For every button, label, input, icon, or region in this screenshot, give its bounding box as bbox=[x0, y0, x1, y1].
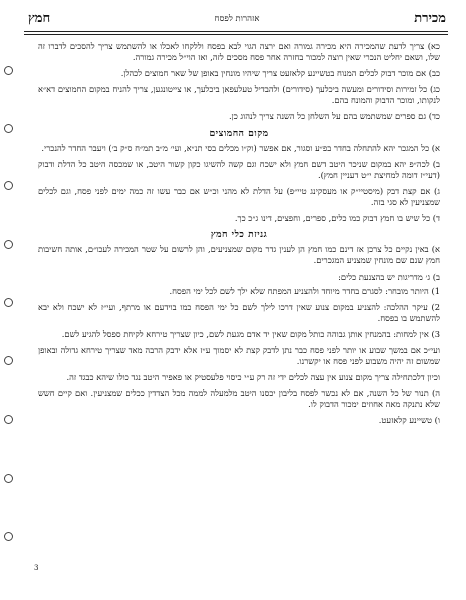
paragraph: ועי״כ אם במשך שבוע או יותר לפני פסח כבר נתן לדבק קצת לא יסמוך ע״ז אלא ידבק הרבה מאד שצריך טירחא גדולה ובאופן שמשום זה יהיה משבוע לפני פסח או יקשרנו. bbox=[38, 344, 440, 367]
paragraph: ג) אם קצת דבק (מיסטיי״ק או מעסקינג טיי״פ) על הדלת לא מהני וכ״ש אם כבר עשו זה כמה ימים לפני פסח, וגם לכלים שמצניעין לא סגי בזה. bbox=[38, 185, 440, 208]
paragraph: א) באין נקיים כל צרכן אז דינם כמו חמץ הן לענין גדר מקום שמצניעים, והן לרשום על שטר המכירה לעכו״ם, אותה חשיבות חמץ שנם שם מונחין שמצניע המגכרים. bbox=[38, 244, 440, 266]
paragraph: ו) טשיינע קלאזעט. bbox=[378, 415, 440, 426]
punch-hole bbox=[4, 240, 13, 249]
header-right-title: מכירת bbox=[414, 11, 446, 26]
section-title: גניזת כלי חמץ bbox=[210, 229, 268, 241]
punch-hole bbox=[4, 474, 13, 483]
paragraph: ה) תנור של כל השנה, אם לא נכשר לפסח בליבון יכסנו היטב מלמעלה לממה מכל הצדדין ככלים שמצניעין. ואם קיים חשש שלא נתנקה מאה אחוזים ימכור הדבוק לו. bbox=[38, 388, 440, 410]
list-item: 2) עיקר ההלכה: להצניע במקום צנוע שאין דרכו לילך לשם כל ימי הפסח כמו בוידעם או מרתף, ועי״ז לא ישכח ולא יבא להשתמש בו בפסח. bbox=[38, 301, 440, 323]
paragraph: א) כל המגכר יהא להתחלה בחדר בפ״ע וסגור, אם אפשר (וק״ו מכלים בסי תנ״א, ועי׳ מ״ב תמ״ח ס״ק ב׳) ויעבר החדר להנכרי. bbox=[41, 142, 440, 153]
paragraph: ד) כל שיש בו חמץ דבוק כמו כלים, ספרים, וחפצים, דינו ג״כ כך. bbox=[234, 213, 440, 224]
header-left-title: חמץ bbox=[28, 11, 51, 26]
list-item: 3) אין למחות: בהמנחין אותן גבוהה כותל מקום שאין יד אדם מגעת לשם, כיון שצריך טירחא לקיחת ספסל להגיע לשם. bbox=[61, 328, 440, 339]
section-title: מקום החמוצים bbox=[209, 127, 269, 139]
paragraph: כא) צריך לדעת שהמכירה היא מכירה גמורה ואם ירצה הגוי לבא בפסח וללקחו לאכלו או להשתמש צריך להסכים לדברו זה שלו, ושאם יחליט הנכרי שאין רוצה למכור בחזרה אחר פסח מסכים לזה, ואז הוי״ל מכירה גמורה. bbox=[38, 41, 440, 63]
list-item: 1) היותר מובחר: לסגרם בחדר מיוחד ולהצניע המפתח שלא ילך לשם לכל ימי הפסח. bbox=[169, 285, 440, 296]
punch-hole bbox=[4, 66, 13, 75]
punch-hole bbox=[4, 532, 13, 541]
page-header bbox=[28, 8, 446, 30]
paragraph: ב) לכה״פ יהא במקום שניכר היטב דשם חמץ ולא ישכח וגם קשה להשיגו כקון קשור היטב, או שמכסה היטב כל הדלת ודבוק (דעי״ז דומה למחיצת י״ט דעניין חמץ). bbox=[38, 158, 440, 180]
punch-hole bbox=[4, 298, 13, 307]
document-body bbox=[38, 41, 440, 581]
punch-holes bbox=[4, 0, 16, 600]
paragraph: כד) גם ספרים שמשתמש בהם על השלחן כל השנה צריך לנהוג כן. bbox=[228, 111, 440, 122]
header-center-title: אזהרות לפסח bbox=[214, 14, 260, 24]
paragraph: ב) ג׳ מדריגות יש בהצנעת כלים: bbox=[338, 271, 440, 282]
header-rule-bottom bbox=[24, 34, 448, 35]
paragraph: כב) אם מוכר דבוק לכלים המנוח בטשיינע קלאזעט צריך שיהיו מונחין באופן של שאר חמוצים לכהלן. bbox=[120, 68, 440, 79]
punch-hole bbox=[4, 181, 13, 190]
punch-hole bbox=[4, 415, 13, 424]
punch-hole bbox=[4, 124, 13, 133]
header-rule-top bbox=[24, 31, 448, 32]
punch-hole bbox=[4, 356, 13, 365]
paragraph: כג) כל זמירות וסידורים ומעשה ביכלעך (סידורים) ולהבדיל טעלעפאן ביכלעך, או צייטונגען, צריך להניח במקום החמוצים דא״א לנקותו, ומוכר הדבוק והמונח בהם. bbox=[38, 84, 440, 106]
paragraph: וכיון דלכתחילה צריך מקום צנוע אין עצה לכלים ידי זה רק ע״י כיסוי פלעסטיק או פאפיר היטב נגד כולו שיהא כבגד זה. bbox=[66, 372, 440, 383]
page-number: 3 bbox=[34, 564, 39, 572]
